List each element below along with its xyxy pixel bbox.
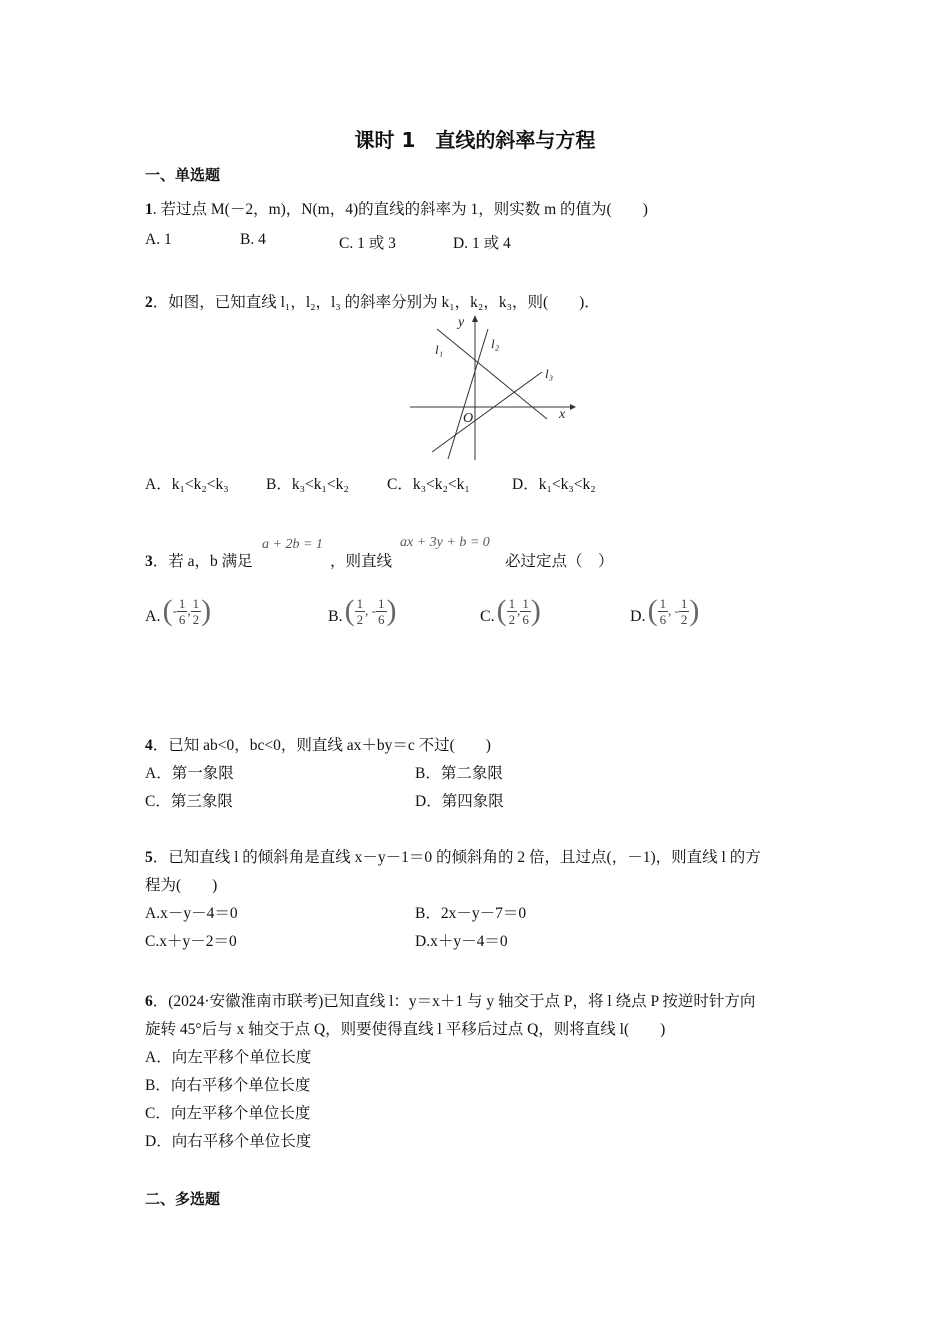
l1-label: l₁	[435, 342, 444, 357]
question-6-continued: 旋转 45°后与 x 轴交于点 Q，则要使得直线 l 平移后过点 Q，则将直线 l( )	[145, 1021, 666, 1038]
question-6	[145, 989, 755, 1011]
denominator: 6	[659, 611, 667, 627]
option-label: B.	[328, 608, 343, 625]
question-stem: ．如图，已知直线 l₁，l₂，l₃ 的斜率分别为 k₁，k₂，k₃，则( )．	[152, 294, 600, 311]
option-label: D.	[630, 608, 646, 625]
line-l3	[432, 372, 542, 452]
option-d: D. 1 或 4	[453, 235, 511, 252]
option-b: B．k₃<k₁<k₂	[266, 476, 349, 493]
question-number: 4	[145, 737, 153, 754]
question-1	[145, 197, 648, 219]
l2-label: l₂	[491, 336, 500, 351]
lines-figure	[405, 312, 580, 464]
l3-label: l₃	[545, 366, 554, 381]
section-heading-multiple-choice: 二、多选题	[145, 1190, 221, 1208]
question-5-continued: 程为( )	[145, 877, 218, 894]
option-a: A. ( - $\frac{1}{6}$ , $\frac{1}{2}$ )	[145, 594, 212, 627]
question-2	[145, 290, 600, 312]
option-b: B. ( $\frac{1}{2}$ , - $\frac{1}{6}$ )	[328, 594, 397, 627]
option-c: C. 1 或 3	[339, 235, 396, 252]
option-label: C.	[480, 608, 495, 625]
question-stem: ．已知直线 l 的倾斜角是直线 x－y－1＝0 的倾斜角的 2 倍，且过点(，－1)，则直线 l 的方	[152, 849, 761, 866]
option-a: A．向左平移个单位长度	[145, 1049, 312, 1066]
numerator: 1	[378, 595, 385, 611]
option-c: C．第三象限	[145, 793, 233, 810]
option-b: B．向右平移个单位长度	[145, 1077, 311, 1094]
option-d: D.x＋y－4＝0	[415, 933, 508, 950]
denominator: 2	[680, 611, 688, 627]
origin-label: O	[463, 411, 474, 426]
question-3	[145, 549, 253, 571]
option-c: C．k₃<k₂<k₁	[387, 476, 470, 493]
numerator: 1	[192, 595, 200, 611]
option-c: C．向左平移个单位长度	[145, 1105, 311, 1122]
option-label: A.	[145, 608, 161, 625]
question-number: 1	[145, 201, 153, 218]
y-axis-label: y	[458, 315, 465, 330]
option-b: B. 4	[240, 231, 266, 248]
option-a: A．k₁<k₂<k₃	[145, 476, 229, 493]
question-stem: ．已知 ab<0，bc<0，则直线 ax＋by＝c 不过( )	[152, 737, 491, 754]
line-l2	[448, 329, 488, 459]
separator: ,	[187, 603, 191, 618]
question-stem: ．若 a，b 满足	[152, 553, 253, 570]
question-number: 2	[145, 294, 153, 311]
denominator: 2	[192, 611, 200, 627]
separator: , -	[365, 603, 377, 618]
numerator: 1	[680, 595, 688, 611]
option-c: C.x＋y－2＝0	[145, 933, 237, 950]
y-axis-arrow	[472, 315, 478, 322]
question-number: 5	[145, 849, 153, 866]
option-b: B．2x－y－7＝0	[415, 905, 527, 922]
question-4	[145, 733, 491, 755]
denominator: 6	[178, 611, 186, 627]
x-axis-label: x	[559, 407, 566, 422]
numerator: 1	[522, 595, 529, 611]
option-a: A.x－y－4＝0	[145, 905, 238, 922]
denominator: 2	[356, 611, 364, 627]
denominator: 6	[522, 611, 529, 627]
question-number: 6	[145, 993, 153, 1010]
section-heading-single-choice: 一、单选题	[145, 166, 221, 184]
separator: ,	[517, 603, 521, 618]
denominator: 6	[378, 611, 385, 627]
option-d: D．第四象限	[415, 793, 504, 810]
denominator: 2	[508, 611, 516, 627]
option-c: C. ( $\frac{1}{2}$ , $\frac{1}{6}$ )	[480, 594, 541, 627]
page-title: 课时 1 直线的斜率与方程	[354, 128, 596, 152]
option-d: D．k₁<k₃<k₂	[512, 476, 596, 493]
x-axis-arrow	[570, 404, 576, 410]
option-a: A. 1	[145, 231, 172, 248]
question-number: 3	[145, 553, 153, 570]
numerator: 1	[508, 595, 516, 611]
option-b: B．第二象限	[415, 765, 503, 782]
equation-1: a + 2b = 1	[262, 537, 323, 552]
sign: -	[172, 603, 177, 618]
question-stem: ．(2024·安徽淮南市联考)已知直线 l：y＝x＋1 与 y 轴交于点 P，将 l 绕点 P 按逆时针方向	[152, 993, 756, 1010]
question-stem-3: 必过定点（ ）	[505, 553, 614, 570]
option-a: A．第一象限	[145, 765, 234, 782]
question-5	[145, 845, 761, 867]
separator: , -	[668, 603, 679, 618]
numerator: 1	[659, 595, 667, 611]
numerator: 1	[178, 595, 186, 611]
option-d: D. ( $\frac{1}{6}$ , - $\frac{1}{2}$ )	[630, 594, 700, 627]
numerator: 1	[356, 595, 364, 611]
question-stem-2: ，则直线	[330, 553, 393, 570]
question-stem: . 若过点 M(－2，m)，N(m，4)的直线的斜率为 1，则实数 m 的值为( )	[152, 201, 648, 218]
equation-2: ax + 3y + b = 0	[400, 535, 490, 550]
option-d: D．向右平移个单位长度	[145, 1133, 312, 1150]
